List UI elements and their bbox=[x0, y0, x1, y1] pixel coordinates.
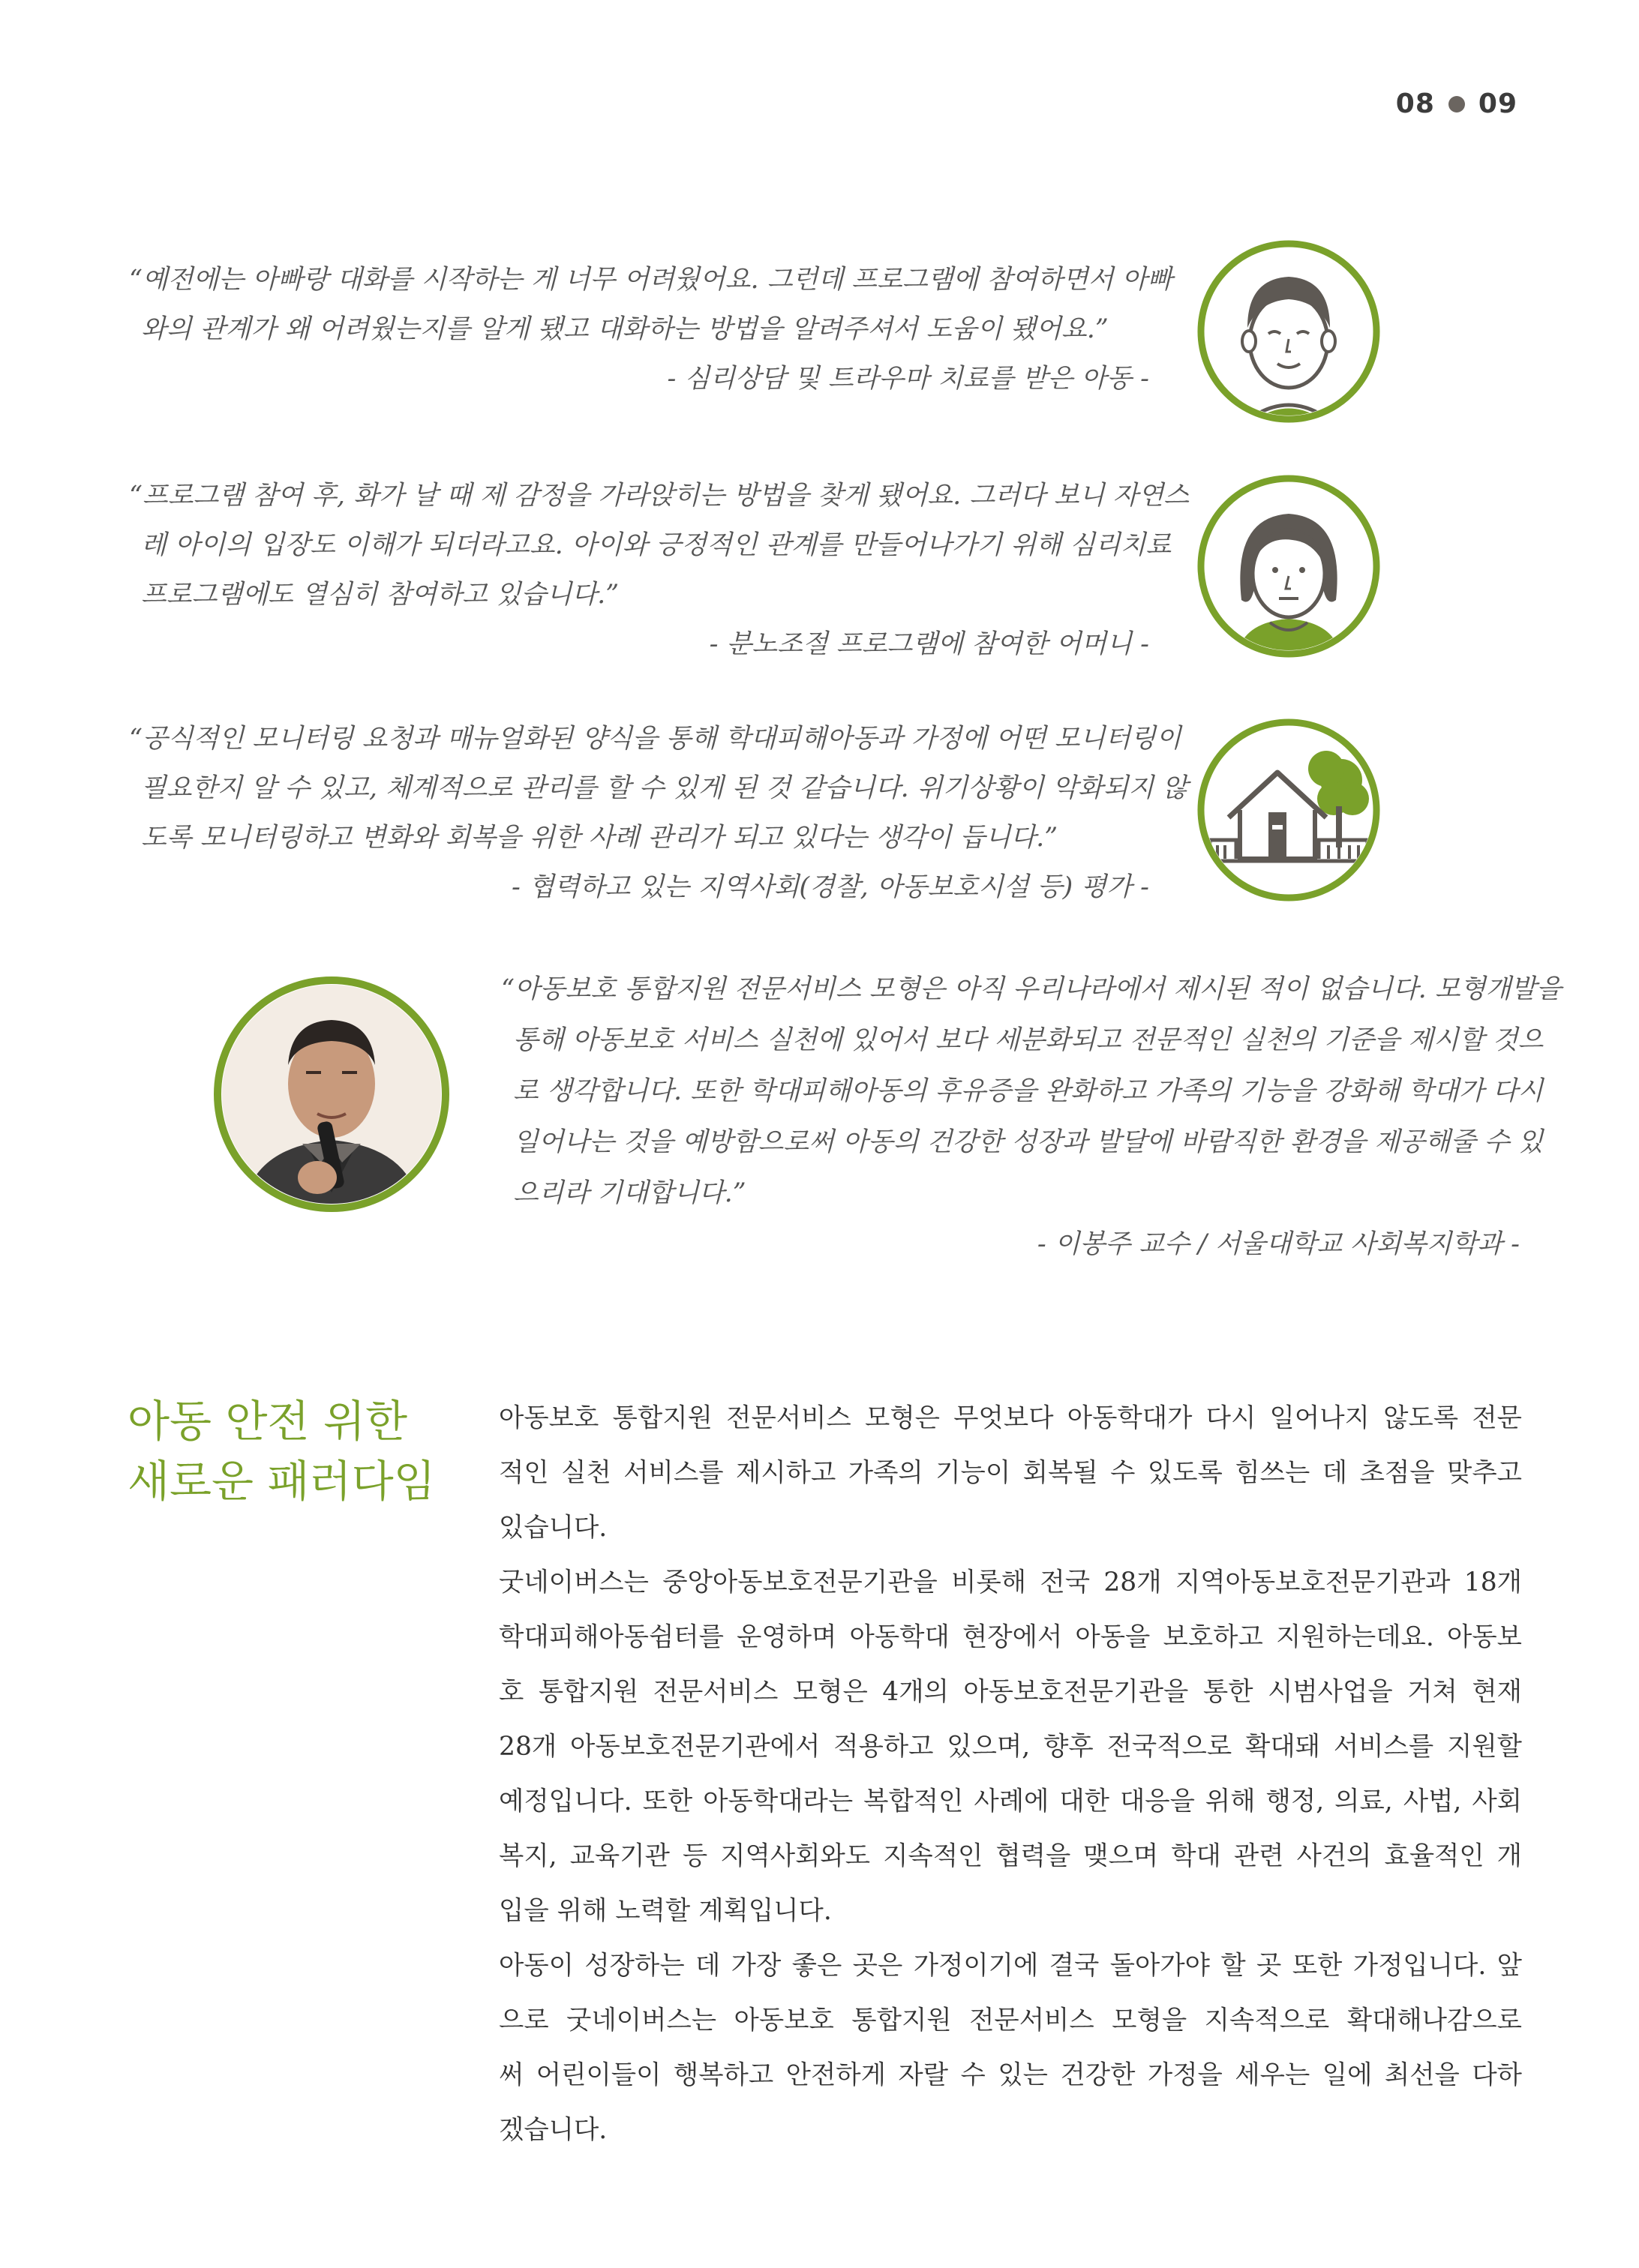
professor-photo bbox=[212, 975, 451, 1214]
quote-line: 프로그램에도 열심히 참여하고 있습니다.” bbox=[141, 580, 620, 610]
body-line: 학대피해아동쉼터를 운영하며 아동학대 현장에서 아동을 보호하고 지원하는데요. 아동보 bbox=[499, 1622, 1522, 1652]
section-title-line: 아동 안전 위한 bbox=[128, 1396, 408, 1447]
body-line: 있습니다. bbox=[499, 1513, 608, 1543]
body-line: 적인 실천 서비스를 제시하고 가족의 기능이 회복될 수 있도록 힘쓰는 데 초점을 맞추고 bbox=[499, 1458, 1522, 1488]
quote-source: - 협력하고 있는 지역사회(경찰, 아동보호시설 등) 평가 - bbox=[512, 872, 1149, 902]
body-line: 아동보호 통합지원 전문서비스 모형은 무엇보다 아동학대가 다시 일어나지 않도록 전문 bbox=[499, 1403, 1522, 1433]
quote-line: 필요한지 알 수 있고, 체계적으로 관리를 할 수 있게 된 것 같습니다. 위기상황이 악화되지 않 bbox=[141, 773, 1188, 803]
quote-line: 로 생각합니다. 또한 학대피해아동의 후유증을 완화하고 가족의 기능을 강화해 학대가 다시 bbox=[513, 1076, 1544, 1106]
quote-source: - 분노조절 프로그램에 참여한 어머니 - bbox=[709, 629, 1149, 659]
quote-text bbox=[501, 964, 1562, 1219]
house-tree-icon bbox=[1195, 716, 1382, 904]
quote-line: 통해 아동보호 서비스 실천에 있어서 보다 세분화되고 전문적인 실천의 기준을 제시할 것으 bbox=[513, 1025, 1544, 1055]
body-line: 써 어린이들이 행복하고 안전하게 자랄 수 있는 건강한 가정을 세우는 일에 최선을 다하 bbox=[499, 2060, 1522, 2090]
body-line: 28개 아동보호전문기관에서 적용하고 있으며, 향후 전국적으로 확대돼 서비스를 지원할 bbox=[499, 1732, 1522, 1762]
page-number-left: 08 bbox=[1395, 88, 1435, 119]
page-numbers bbox=[1396, 88, 1517, 119]
quote-line: “예전에는 아빠랑 대화를 시작하는 게 너무 어려웠어요. 그런데 프로그램에 참여하면서 아빠 bbox=[129, 265, 1173, 295]
quote-text bbox=[129, 714, 1188, 862]
quote-line: “아동보호 통합지원 전문서비스 모형은 아직 우리나라에서 제시된 적이 없습니다. 모형개발을 bbox=[501, 974, 1562, 1004]
quote-line: 으리라 기대합니다.” bbox=[513, 1178, 746, 1208]
body-line: 예정입니다. 또한 아동학대라는 복합적인 사례에 대한 대응을 위해 행정, 의료, 사법, 사회 bbox=[499, 1786, 1522, 1816]
quote-line: 도록 모니터링하고 변화와 회복을 위한 사례 관리가 되고 있다는 생각이 듭니다.” bbox=[141, 823, 1058, 853]
quote-line: 일어나는 것을 예방함으로써 아동의 건강한 성장과 발달에 바람직한 환경을 제공해줄 수 있 bbox=[513, 1127, 1544, 1157]
page-number-right: 09 bbox=[1478, 88, 1517, 119]
testimonial-mother bbox=[129, 471, 1190, 669]
body-line: 겠습니다. bbox=[499, 2115, 608, 2145]
section-body bbox=[499, 1391, 1522, 2158]
quote-line: 와의 관계가 왜 어려웠는지를 알게 됐고 대화하는 방법을 알려주셔서 도움이 됐어요.” bbox=[141, 314, 1109, 344]
quote-line: “프로그램 참여 후, 화가 날 때 제 감정을 가라앉히는 방법을 찾게 됐어요. 그러다 보니 자연스 bbox=[129, 481, 1190, 511]
quote-text bbox=[129, 471, 1190, 620]
body-line: 복지, 교육기관 등 지역사회와도 지속적인 협력을 맺으며 학대 관련 사건의 효율적인 개 bbox=[499, 1841, 1522, 1871]
body-line: 굿네이버스는 중앙아동보호전문기관을 비롯해 전국 28개 지역아동보호전문기관과 18개 bbox=[499, 1568, 1522, 1598]
body-line: 입을 위해 노력할 계획입니다. bbox=[499, 1896, 832, 1926]
body-line: 호 통합지원 전문서비스 모형은 4개의 아동보호전문기관을 통한 시범사업을 거쳐 현재 bbox=[499, 1677, 1522, 1707]
section-title bbox=[128, 1391, 436, 1511]
testimonial-child bbox=[129, 255, 1173, 404]
quote-text bbox=[129, 255, 1173, 354]
quote-line: “공식적인 모니터링 요청과 매뉴얼화된 양식을 통해 학대피해아동과 가정에 어떤 모니터링이 bbox=[129, 724, 1181, 754]
body-line: 으로 굿네이버스는 아동보호 통합지원 전문서비스 모형을 지속적으로 확대해나감으로 bbox=[499, 2006, 1522, 2036]
section-title-line: 새로운 패러다임 bbox=[128, 1456, 436, 1507]
quote-source: - 심리상담 및 트라우마 치료를 받은 아동 - bbox=[667, 364, 1149, 394]
testimonial-professor bbox=[501, 964, 1562, 1270]
boy-face-icon bbox=[1195, 238, 1382, 425]
quote-line: 레 아이의 입장도 이해가 되더라고요. 아이와 긍정적인 관계를 만들어나가기 위해 심리치료 bbox=[141, 530, 1172, 560]
page-separator-dot bbox=[1448, 96, 1465, 112]
body-line: 아동이 성장하는 데 가장 좋은 곳은 가정이기에 결국 돌아가야 할 곳 또한 가정입니다. 앞 bbox=[499, 1951, 1522, 1981]
testimonial-community bbox=[129, 714, 1188, 912]
quote-source: - 이봉주 교수 / 서울대학교 사회복지학과 - bbox=[1037, 1229, 1520, 1259]
mother-face-icon bbox=[1195, 472, 1382, 660]
